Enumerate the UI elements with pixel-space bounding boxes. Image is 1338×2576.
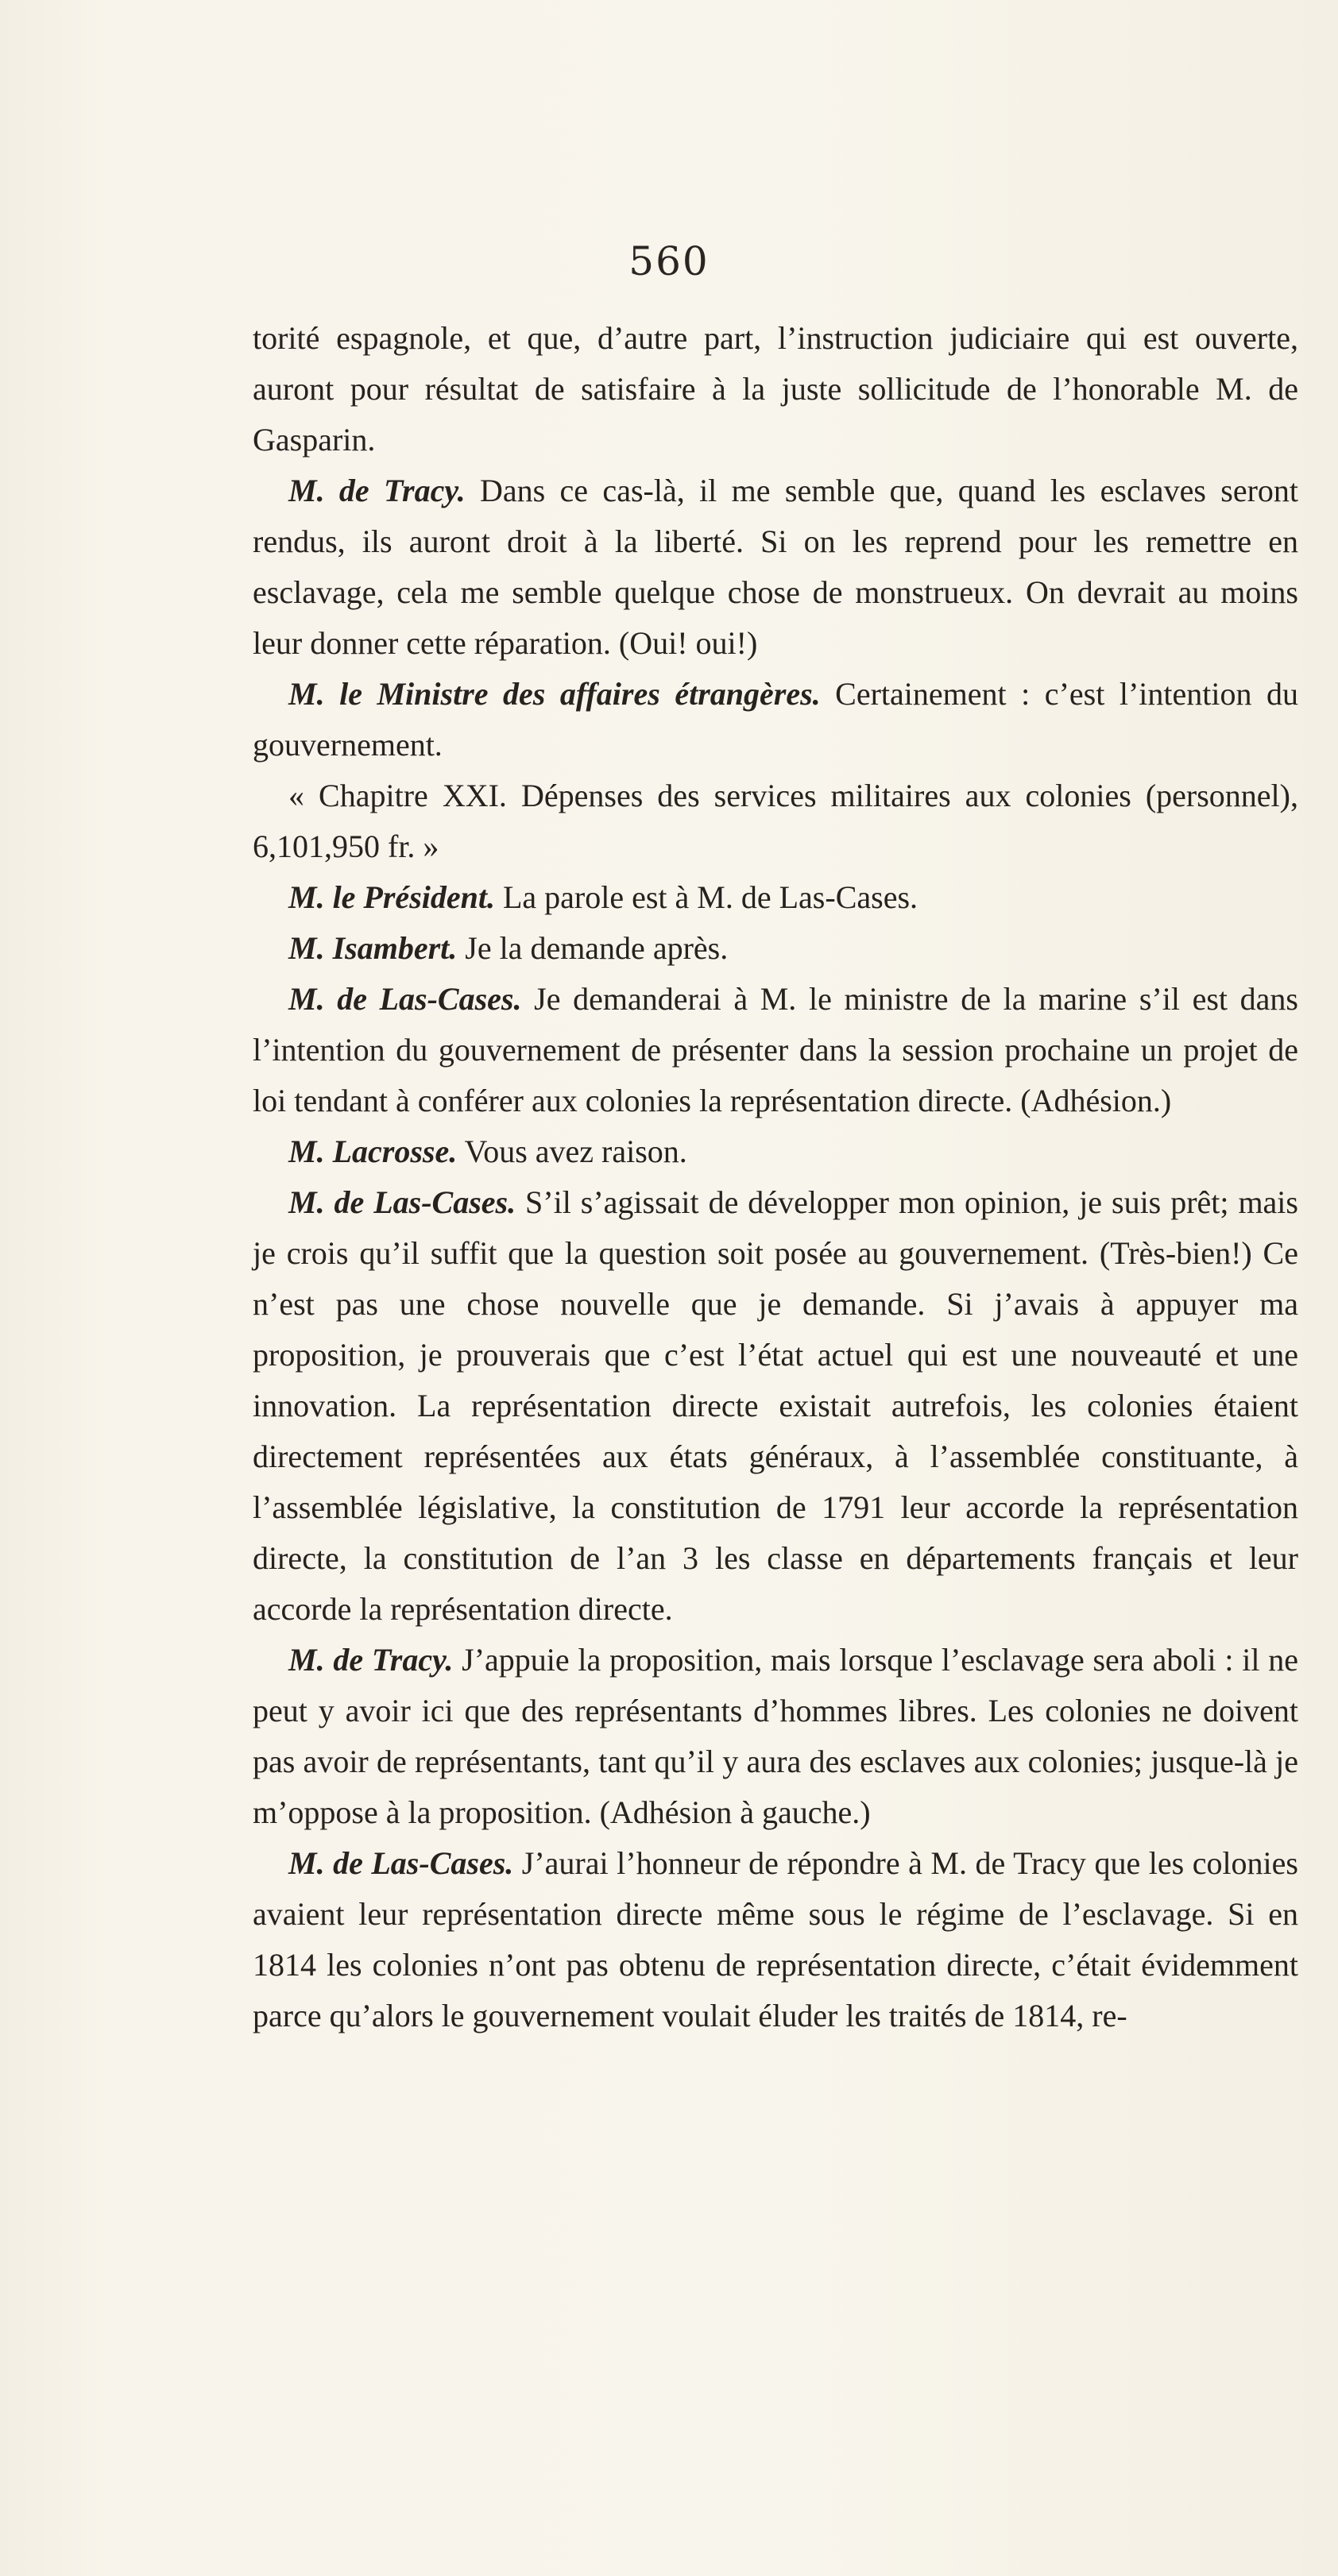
paragraph-text: La parole est à M. de Las-Cases.: [494, 879, 918, 915]
speaker-name: M. le Président.: [288, 879, 495, 915]
body-text: [253, 313, 1298, 2041]
paragraph-1: [253, 313, 1298, 465]
speaker-name: M. de Tracy.: [288, 1642, 454, 1678]
speaker-name: M. Isambert.: [288, 930, 458, 966]
paragraph-text: S’il s’agissait de développer mon opinion, je suis prêt; mais je crois qu’il suffit que la question soit posée au gouvernement. (Très-bien!) Ce n’est pas une chose nouvelle que je demande. Si j’avais à appuyer ma proposition, je prouverais que c’est l’état actuel qui est une nouveauté et une innovation. La représentation directe existait autrefois, les colonies étaient directement représentées aux états généraux, à l’assemblée constituante, à l’assemblée législative, la constitution de 1791 leur accorde la représentation directe, la constitution de l’an 3 les classe en départements français et leur accorde la représentation directe.: [253, 1184, 1298, 1627]
paragraph-7: [253, 974, 1298, 1126]
paragraph-text: Certainement : c’est l’intention du gouvernement.: [253, 676, 1299, 763]
paragraph-text: Je demanderai à M. le ministre de la marine s’il est dans l’intention du gouvernement de présenter dans la session prochaine un projet de loi tendant à conférer aux colonies la représentation directe. (Adhésion.): [253, 981, 1298, 1118]
paragraph-8: [253, 1126, 1298, 1177]
paragraph-9: [253, 1177, 1298, 1635]
paragraph-text: « Chapitre XXI. Dépenses des services militaires aux colonies (personnel), 6,101,950 fr. »: [253, 778, 1298, 864]
speaker-name: M. de Las-Cases.: [288, 1184, 516, 1220]
paragraph-text: J’aurai l’honneur de répondre à M. de Tracy que les colonies avaient leur représentation directe même sous le régime de l’esclavage. Si en 1814 les colonies n’ont pas obtenu de représentation directe, c’était évidemment parce qu’alors le gouvernement voulait éluder les traités de 1814, re-: [253, 1845, 1298, 2033]
paragraph-5: [253, 872, 1298, 923]
paragraph-3: [253, 669, 1298, 770]
page-number: 560: [628, 238, 710, 284]
paragraph-text: torité espagnole, et que, d’autre part, l’instruction judiciaire qui est ouverte, auront pour résultat de satisfaire à la juste sollicitude de l’honorable M. de Gasparin.: [253, 320, 1298, 458]
speaker-name: M. de Las-Cases.: [288, 1845, 514, 1881]
paragraph-text: J’appuie la proposition, mais lorsque l’esclavage sera aboli : il ne peut y avoir ici que des représentants d’hommes libres. Les colonies ne doivent pas avoir de représentants, tant qu’il y aura des esclaves aux colonies; jusque-là je m’oppose à la proposition. (Adhésion à gauche.): [253, 1642, 1299, 1830]
speaker-name: M. de Las-Cases.: [288, 981, 522, 1017]
paragraph-11: [253, 1838, 1298, 2041]
paragraph-text: Vous avez raison.: [457, 1134, 687, 1169]
paragraph-10: [253, 1635, 1298, 1838]
paragraph-text: Dans ce cas-là, il me semble que, quand les esclaves seront rendus, ils auront droit à la liberté. Si on les reprend pour les remettre en esclavage, cela me semble quelque chose de monstrueux. On devrait au moins leur donner cette réparation. (Oui! oui!): [253, 473, 1299, 661]
speaker-name: M. le Ministre des affaires étrangères.: [288, 676, 821, 712]
paragraph-2: [253, 465, 1298, 669]
speaker-name: M. de Tracy.: [288, 473, 466, 508]
speaker-name: M. Lacrosse.: [288, 1134, 458, 1169]
paragraph-text: Je la demande après.: [457, 930, 729, 966]
paragraph-4: [253, 770, 1298, 872]
paragraph-6: [253, 923, 1298, 974]
